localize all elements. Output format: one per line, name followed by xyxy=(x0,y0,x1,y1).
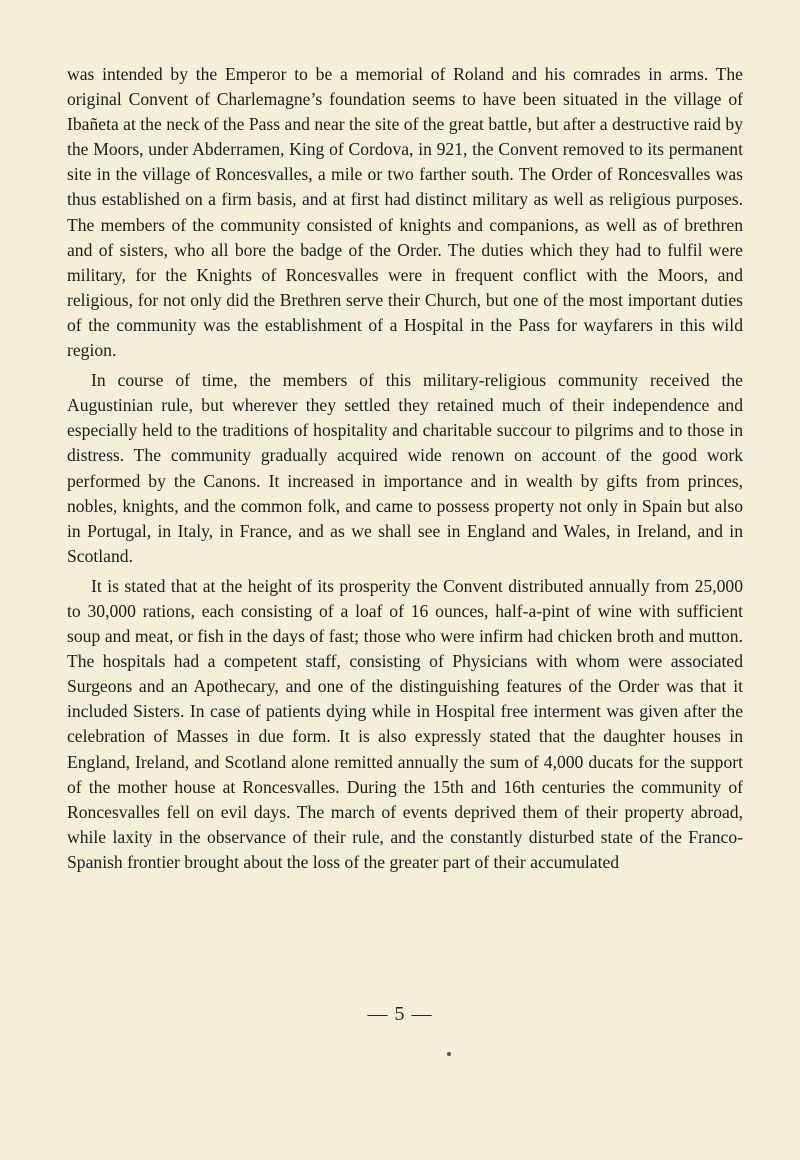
document-body xyxy=(67,62,743,875)
ink-speck xyxy=(447,1052,451,1056)
page-number: — 5 — xyxy=(367,1003,433,1025)
paragraph-2: In course of time, the members of this military-religious community received the Augustinian rule, but wherever they settled they retained much of their independence and especially held to the traditions of hospitality and charitable succour to pilgrims and to those in distress. The community gradually acquired wide renown on account of the good work performed by the Canons. It increased in importance and in wealth by gifts from princes, nobles, knights, and the common folk, and came to possess property not only in Spain but also in Portugal, in Italy, in France, and as we shall see in England and Wales, in Ireland, and in Scotland. xyxy=(67,370,743,566)
paragraph-3: It is stated that at the height of its prosperity the Convent distributed annually from 25,000 to 30,000 rations, each consisting of a loaf of 16 ounces, half-a-pint of wine with sufficient soup and meat, or fish in the days of fast; those who were infirm had chicken broth and mutton. The hospitals had a competent staff, consisting of Physicians with whom were associated Surgeons and an Apothecary, and one of the distinguishing features of the Order was that it included Sisters. In case of patients dying while in Hospital free interment was given after the celebration of Masses in due form. It is also expressly stated that the daughter houses in England, Ireland, and Scotland alone remitted annually the sum of 4,000 ducats for the support of the mother house at Roncesvalles. During the 15th and 16th centuries the community of Roncesvalles fell on evil days. The march of events deprived them of their property abroad, while laxity in the observance of their rule, and the constantly disturbed state of the Franco-Spanish frontier brought about the loss of the greater part of their accumulated xyxy=(67,575,743,872)
paragraph-1: was intended by the Emperor to be a memorial of Roland and his comrades in arms. The original Convent of Charlemagne’s foundation seems to have been situated in the village of Ibañeta at the neck of the Pass and near the site of the great battle, but after a destructive raid by the Moors, under Abderramen, King of Cordova, in 921, the Convent removed to its permanent site in the village of Roncesvalles, a mile or two farther south. The Order of Roncesvalles was thus established on a firm basis, and at first had distinct military as well as religious purposes. The members of the community consisted of knights and companions, as well as of brethren and of sisters, who all bore the badge of the Order. The duties which they had to fulfil were military, for the Knights of Roncesvalles were in frequent conflict with the Moors, and religious, for not only did the Brethren serve their Church, but one of the most important duties of the community was the establishment of a Hospital in the Pass for wayfarers in this wild region. xyxy=(67,64,743,361)
